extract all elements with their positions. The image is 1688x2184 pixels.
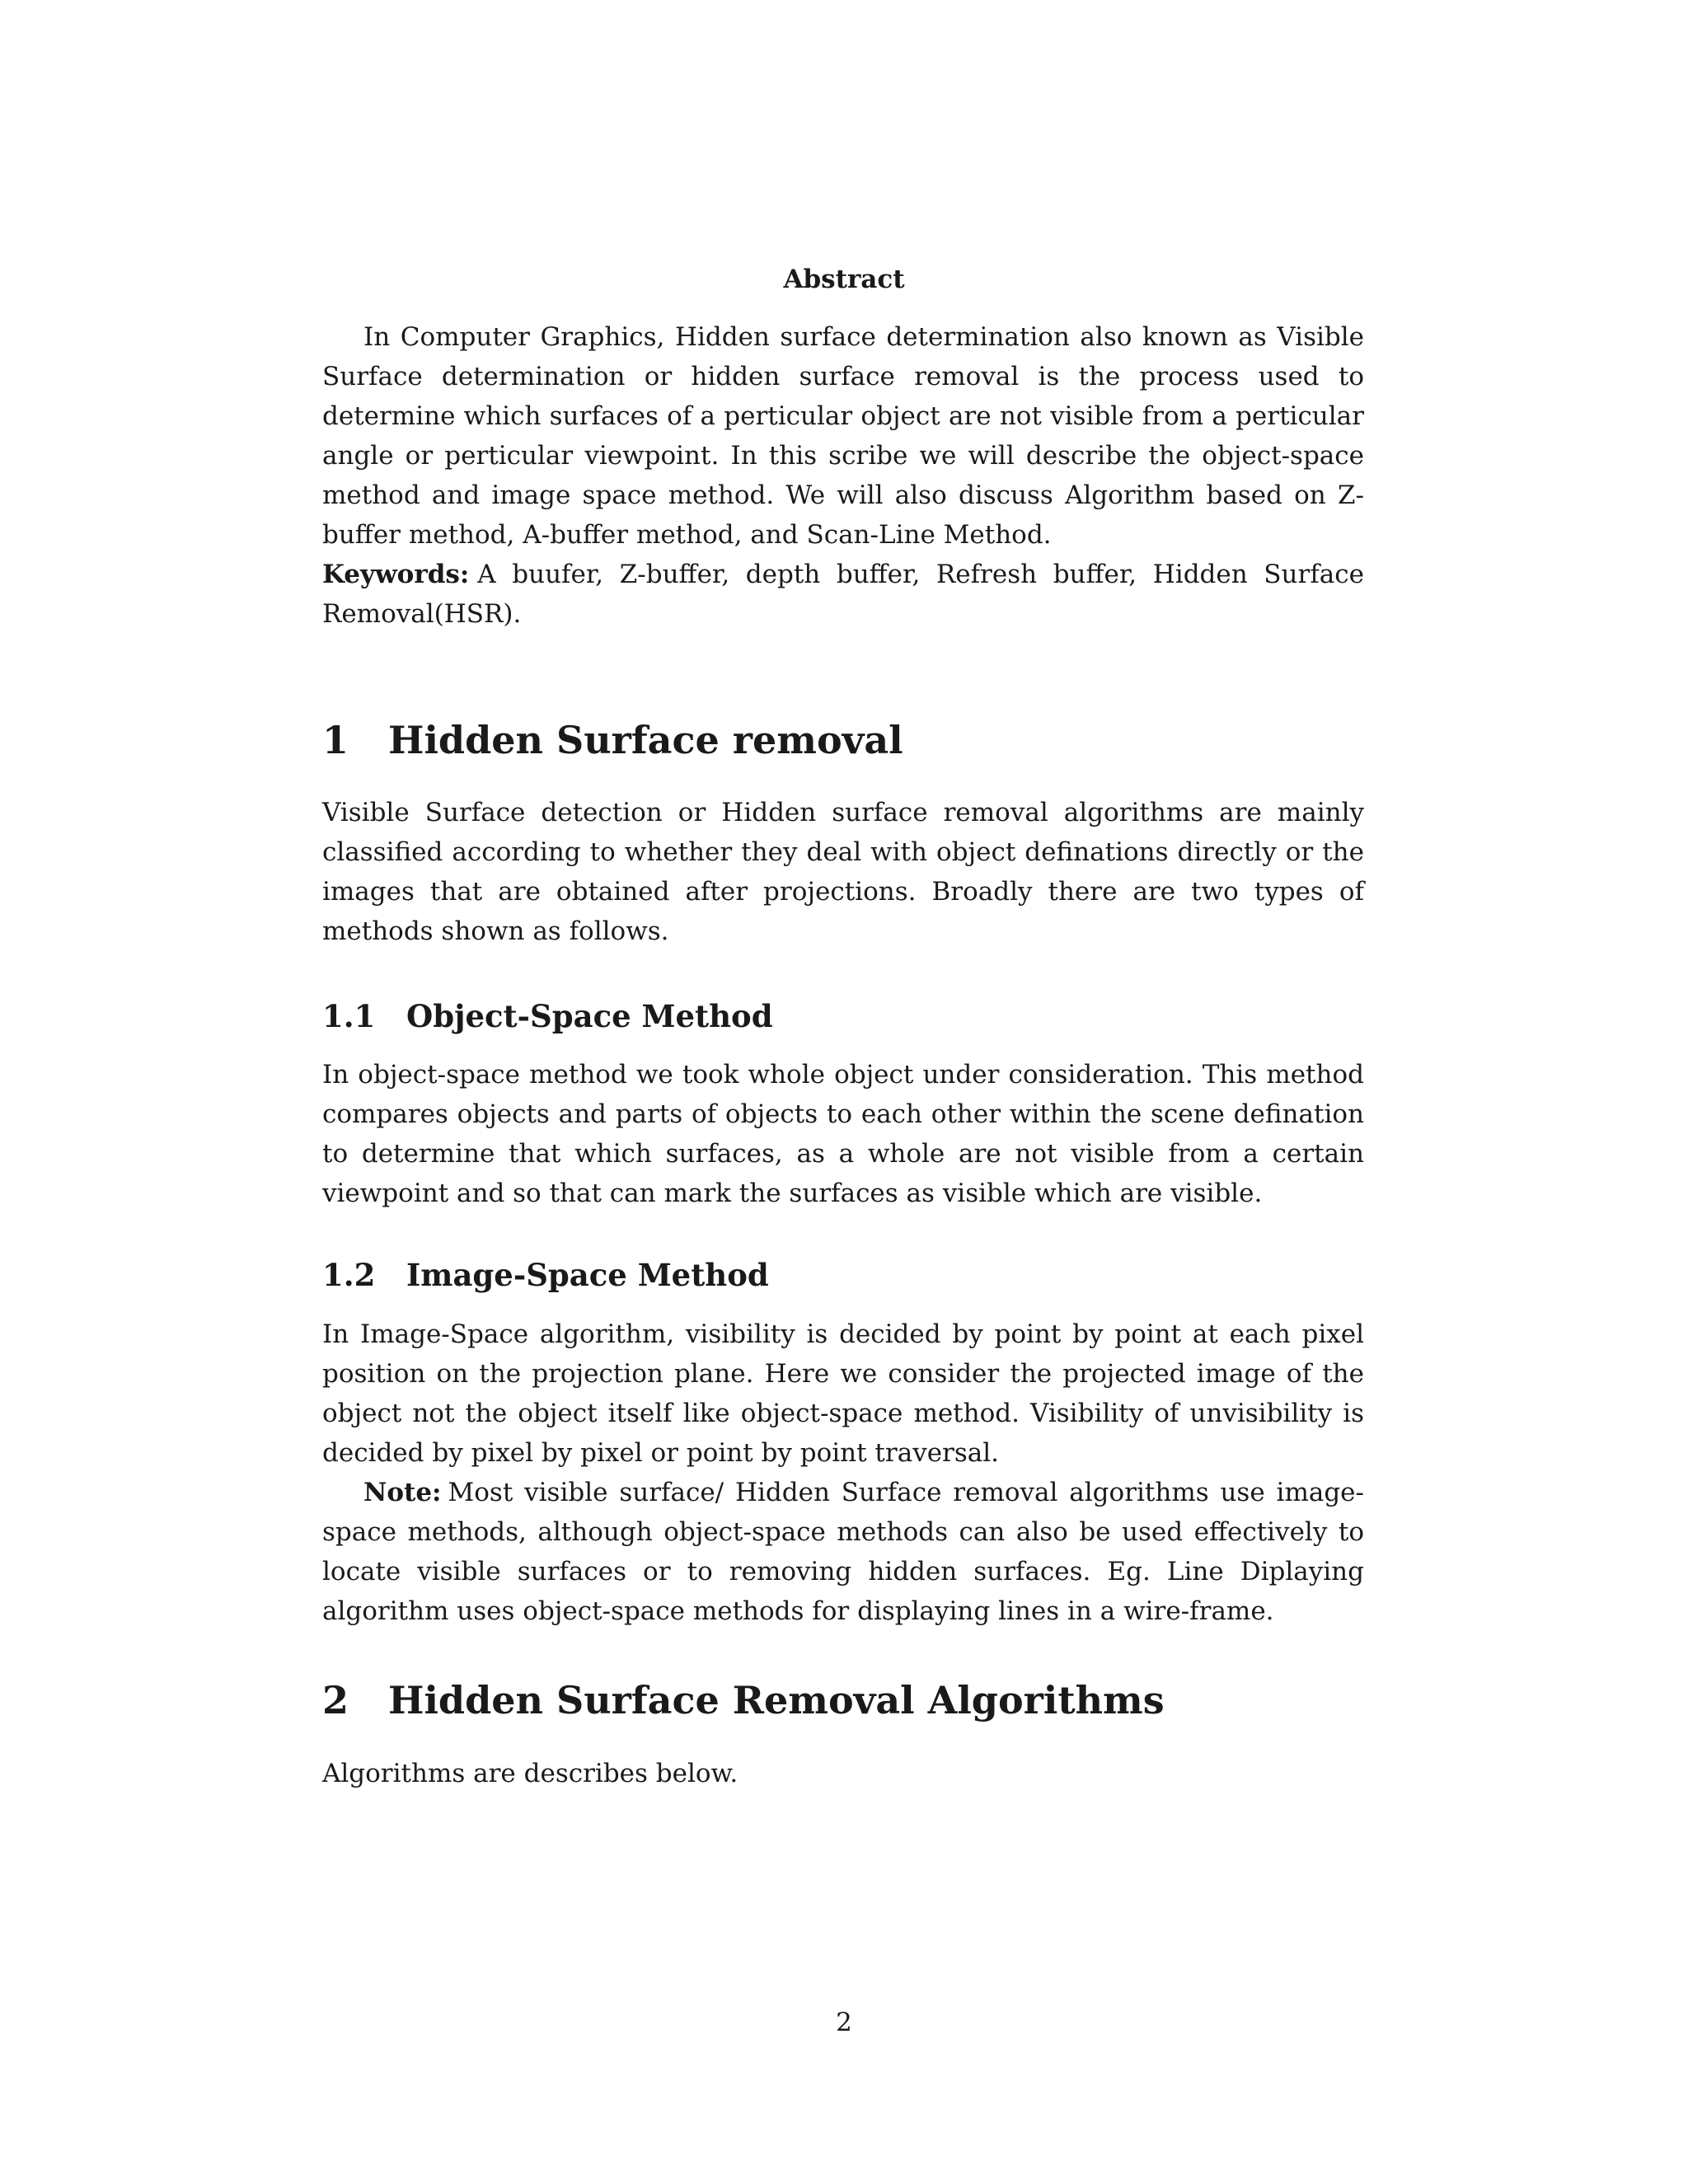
keywords-label: Keywords: <box>322 560 470 589</box>
section-title: Hidden Surface removal <box>388 718 903 762</box>
section-2-body: Algorithms are describes below. <box>322 1759 738 1788</box>
subsection-1-2-heading <box>322 1254 769 1296</box>
section-2-heading <box>322 1675 1165 1725</box>
section-number: 1 <box>322 718 349 762</box>
subsection-number: 1.1 <box>322 998 376 1034</box>
section-number: 2 <box>322 1678 349 1722</box>
keywords <box>322 555 1364 634</box>
section-title: Hidden Surface Removal Algorithms <box>388 1678 1165 1722</box>
abstract-body: In Computer Graphics, Hidden surface determination also known as Visible Surface determination or hidden surface removal is the process used to determine which surfaces of a perticular object are not visible from a perticular angle or perticular viewpoint. In this scribe we will describe the object-space method and image space method. We will also discuss Algorithm based on Z-buffer method, A-buffer method, and Scan-Line Method. <box>322 322 1364 550</box>
note-text: Most visible surface/ Hidden Surface removal algorithms use image-space methods, although object-space methods can also be used effectively to locate visible surfaces or to removing hidden surfaces. Eg. Line Diplaying algorithm uses object-space methods for displaying lines in a wire-frame. <box>322 1478 1364 1626</box>
subsection-number: 1.2 <box>322 1257 376 1293</box>
note-label: Note: <box>363 1478 442 1507</box>
subsection-title: Object-Space Method <box>406 998 773 1034</box>
note-paragraph <box>322 1473 1364 1631</box>
subsection-title: Image-Space Method <box>406 1257 769 1293</box>
subsection-1-2-body: In Image-Space algorithm, visibility is decided by point by point at each pixel position on the projection plane. Here we consider the projected image of the object not the object itself like object-space method. Visibility of unvisibility is decided by pixel by pixel or point by point traversal. <box>322 1319 1364 1468</box>
page-number: 2 <box>836 2008 852 2037</box>
subsection-1-1-body: In object-space method we took whole object under consideration. This method compares objects and parts of objects to each other within the scene defination to determine that which surfaces, as a whole are not visible from a certain viewpoint and so that can mark the surfaces as visible which are visible. <box>322 1060 1364 1208</box>
keywords-text: A buufer, Z-buffer, depth buffer, Refresh buffer, Hidden Surface Removal(HSR). <box>322 560 1364 629</box>
abstract-title: Abstract <box>783 265 905 294</box>
subsection-1-1-heading <box>322 996 773 1037</box>
section-1-heading <box>322 715 903 765</box>
section-1-body: Visible Surface detection or Hidden surface removal algorithms are mainly classified according to whether they deal with object definations directly or the images that are obtained after projections. Broadly there are two types of methods shown as follows. <box>322 798 1364 946</box>
